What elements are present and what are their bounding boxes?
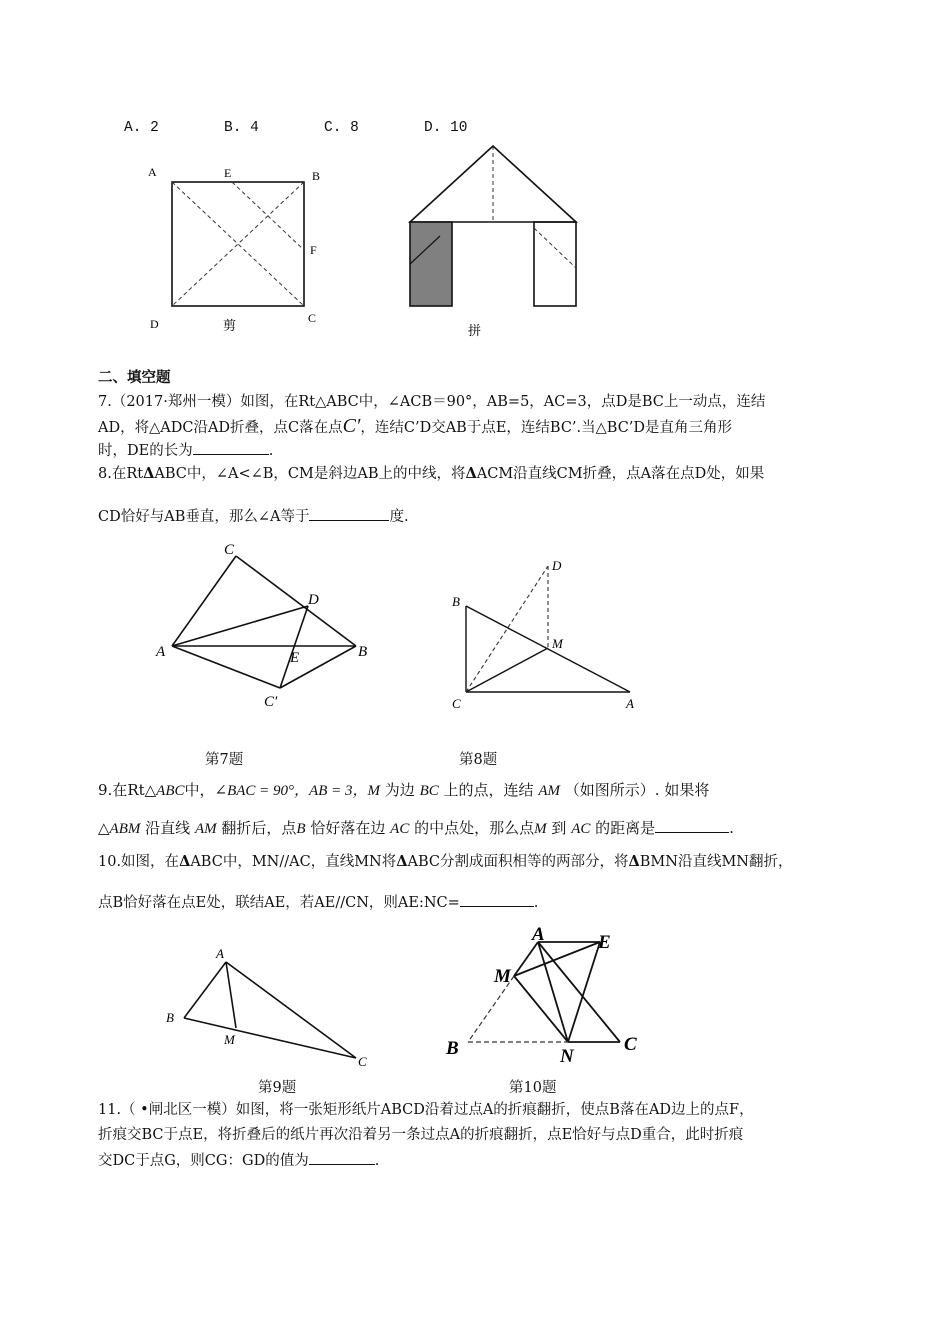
fig9-label-b: B [166, 1010, 174, 1025]
figure-9 [160, 944, 380, 1074]
q9-line2: △ABM 沿直线 AM 翻折后，点B 恰好落在边 AC 的中点处，那么点M 到 AC 的距离是 . [98, 819, 734, 837]
q7-line3: 时，DE的长为 . [98, 440, 273, 461]
q9-line1: 9.在Rt△ABC中，∠BAC = 90°，AB = 3，M 为边 BC 上的点，连结 AM （如图所示）. 如果将 [98, 781, 710, 799]
c-prime: C′ [342, 415, 361, 437]
caption-fig7: 第7题 [205, 752, 244, 768]
fig7-label-b: B [358, 644, 368, 660]
fig7-label-d: D [308, 592, 319, 608]
figure-assemble [400, 140, 590, 345]
fig9-label-a: A [216, 946, 224, 961]
shaded-piece [410, 222, 452, 306]
option-d: D. 10 [424, 120, 468, 136]
section-heading: 二、填空题 [98, 370, 171, 386]
q8-line1: 8.在RtΔABC中，∠A<∠B，CM是斜边AB上的中线，将ΔACM沿直线CM折叠，点A落在点D处，如果 [98, 465, 765, 482]
caption-fig10: 第10题 [509, 1080, 557, 1096]
caption-fig8: 第8题 [459, 752, 498, 768]
caption-assemble: 拼 [468, 323, 482, 338]
square-outline [172, 182, 304, 306]
q10-line2: 点B恰好落在点E处，联结AE，若AE//CN，则AE:NC= . [98, 892, 538, 913]
fig10-label-b: B [446, 1038, 459, 1059]
figure-10 [440, 920, 650, 1068]
label-c: C [308, 311, 317, 325]
fig10-label-a: A [532, 924, 545, 945]
fig7-label-e: E [290, 650, 300, 666]
q8-line2: CD恰好与AB垂直，那么∠A等于 度. [98, 506, 409, 527]
caption-cut: 剪 [223, 318, 237, 333]
label-b: B [312, 169, 321, 183]
figure-8 [440, 552, 650, 717]
q7-line2: AD，将△ADC沿AD折叠，点C落在点C′，连结C’D交AB于点E，连结BC’.当△BC’D是直角三角形 [98, 415, 733, 437]
fig8-label-m: M [552, 636, 563, 651]
fig8-label-b: B [452, 594, 460, 609]
fig10-label-n: N [560, 1046, 574, 1067]
option-c: C. 8 [324, 120, 359, 136]
label-f: F [310, 243, 317, 257]
label-e: E [224, 166, 232, 180]
q7-line1: 7.（2017·郑州一模）如图，在Rt△ABC中，∠ACB＝90°，AB=5，AC=3，点D是BC上一动点，连结 [98, 394, 766, 410]
fig9-label-c: C [358, 1054, 367, 1069]
fig8-label-c: C [452, 696, 461, 711]
q11-line3: 交DC于点G，则CG：GD的值为 . [98, 1150, 379, 1171]
figure-square-cut [140, 160, 340, 340]
label-a: A [148, 165, 157, 179]
q11-line2: 折痕交BC于点E，将折叠后的纸片再次沿着另一条过点A的折痕翻折，点E恰好与点D重合，此时折痕 [98, 1127, 744, 1143]
q11-line1: 11.（ •闸北区一模）如图，将一张矩形纸片ABCD沿着过点A的折痕翻折，使点B落在AD边上的点F， [98, 1102, 754, 1118]
label-d: D [150, 317, 159, 331]
option-b: B. 4 [224, 120, 259, 136]
q10-line1: 10.如图，在ΔABC中，MN//AC，直线MN将ΔABC分割成面积相等的两部分，将ΔBMN沿直线MN翻折， [98, 853, 793, 870]
figure-7 [150, 538, 380, 713]
fig10-label-m: M [494, 966, 511, 987]
fig7-label-cprime: C′ [264, 694, 278, 710]
caption-fig9: 第9题 [258, 1080, 297, 1096]
fig8-label-d: D [552, 558, 562, 573]
fig9-label-m: M [224, 1032, 235, 1047]
fig10-label-c: C [624, 1034, 637, 1055]
fig7-label-c: C [224, 542, 235, 558]
fig10-label-e: E [598, 932, 611, 953]
fig7-label-a: A [156, 644, 166, 660]
fig8-label-a: A [626, 696, 634, 711]
option-a: A. 2 [124, 120, 159, 136]
